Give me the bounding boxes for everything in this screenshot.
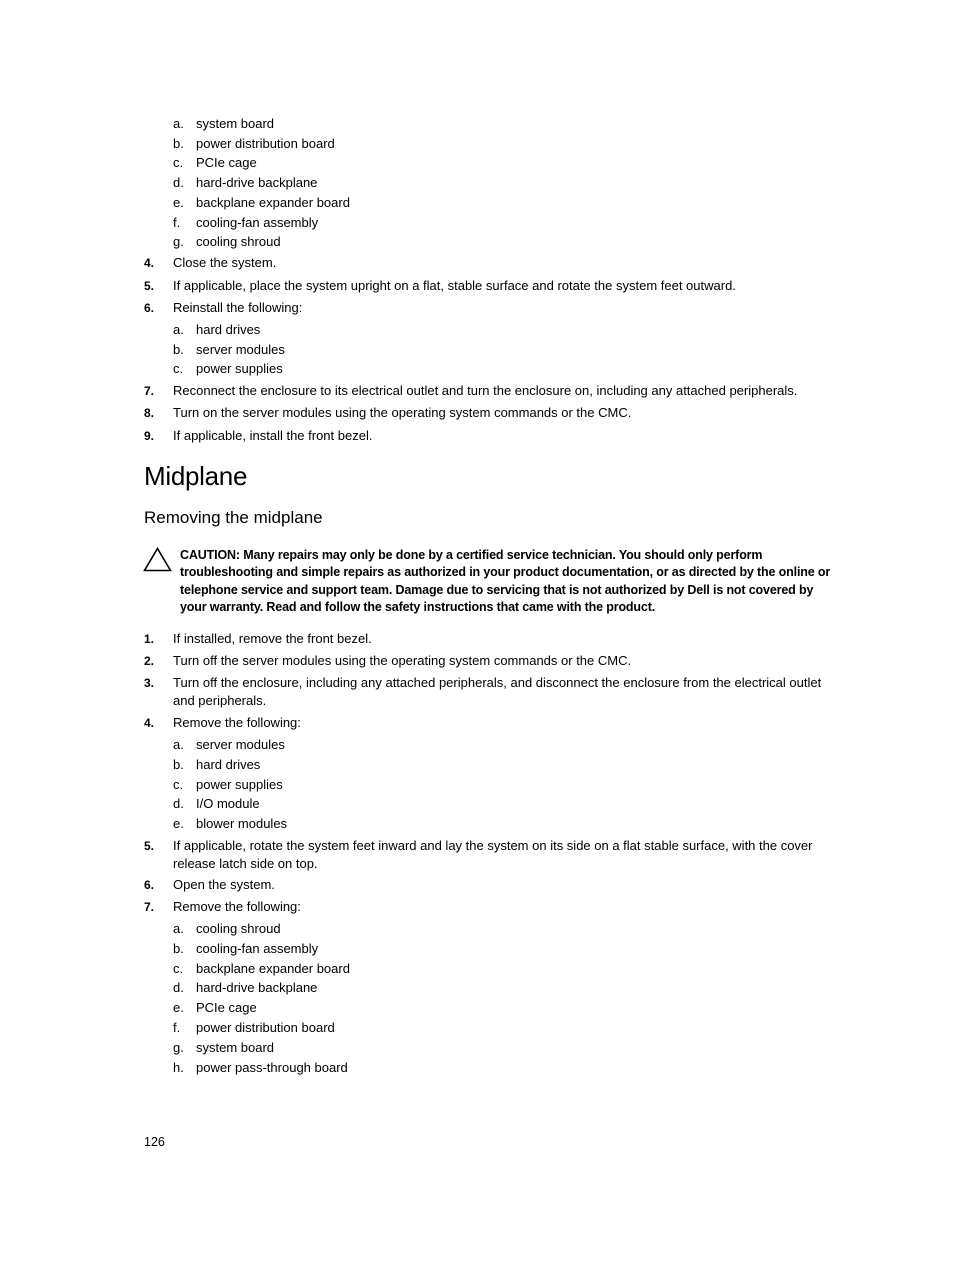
- step-item: 7. Remove the following:: [144, 899, 301, 914]
- list-item: b. power distribution board: [173, 135, 335, 151]
- list-item: f. power distribution board: [173, 1020, 335, 1035]
- list-item: e. backplane expander board: [173, 194, 350, 210]
- step-item: 3. Turn off the enclosure, including any attached peripherals, and disconnect the enclosure from the electrical outlet and peripherals.: [144, 675, 822, 708]
- list-item: e. PCIe cage: [173, 1000, 257, 1016]
- subsection-heading: Removing the midplane: [144, 508, 323, 527]
- caution-notice: CAUTION: Many repairs may only be done by a certified service technician. You should only perform troubleshooting and simple repairs as authorized in your product documentation, or as directed by the online or telephone service and support team. Damage due to servicing that is not authorized by Dell is not covered by your warranty. Read and follow the safety instructions that came with the product.: [180, 548, 831, 614]
- list-item: c. power supplies: [173, 361, 283, 377]
- step-item: 4. Remove the following:: [144, 715, 301, 730]
- list-item: f. cooling-fan assembly: [173, 214, 319, 230]
- list-item: c. PCIe cage: [173, 155, 257, 171]
- list-item: b. cooling-fan assembly: [173, 940, 319, 956]
- page-number: 126: [144, 1135, 165, 1149]
- list-item: g. cooling shroud: [173, 234, 281, 250]
- list-item: d. hard-drive backplane: [173, 980, 318, 996]
- list-item: c. backplane expander board: [173, 960, 350, 976]
- step-item: 5. If applicable, place the system upright on a flat, stable surface and rotate the system feet outward.: [144, 278, 736, 293]
- step-item: 1. If installed, remove the front bezel.: [144, 631, 372, 646]
- step-item: 8. Turn on the server modules using the operating system commands or the CMC.: [144, 405, 632, 420]
- list-item: c. power supplies: [173, 776, 283, 792]
- list-item: d. I/O module: [173, 796, 260, 812]
- step-item: 5. If applicable, rotate the system feet inward and lay the system on its side on a flat stable surface, with the cover release latch side on top.: [144, 838, 813, 871]
- section-heading: Midplane: [144, 461, 248, 491]
- step-item: 6. Open the system.: [144, 877, 275, 892]
- list-item: b. hard drives: [173, 756, 261, 772]
- step-item: 7. Reconnect the enclosure to its electrical outlet and turn the enclosure on, including any attached peripherals.: [144, 383, 798, 398]
- list-item: a. server modules: [173, 737, 285, 752]
- step-item: 9. If applicable, install the front bezel.: [144, 428, 373, 443]
- list-item: b. server modules: [173, 341, 285, 357]
- list-item: e. blower modules: [173, 816, 288, 832]
- step-item: 4. Close the system.: [144, 255, 277, 270]
- list-item: a. cooling shroud: [173, 921, 281, 936]
- list-item: h. power pass-through board: [173, 1059, 348, 1075]
- step-item: 6. Reinstall the following:: [144, 300, 303, 315]
- list-item: a. system board: [173, 116, 275, 131]
- list-item: d. hard-drive backplane: [173, 175, 318, 191]
- caution-icon: [143, 547, 172, 572]
- list-item: a. hard drives: [173, 322, 261, 337]
- step-item: 2. Turn off the server modules using the operating system commands or the CMC.: [144, 653, 632, 668]
- list-item: g. system board: [173, 1039, 275, 1055]
